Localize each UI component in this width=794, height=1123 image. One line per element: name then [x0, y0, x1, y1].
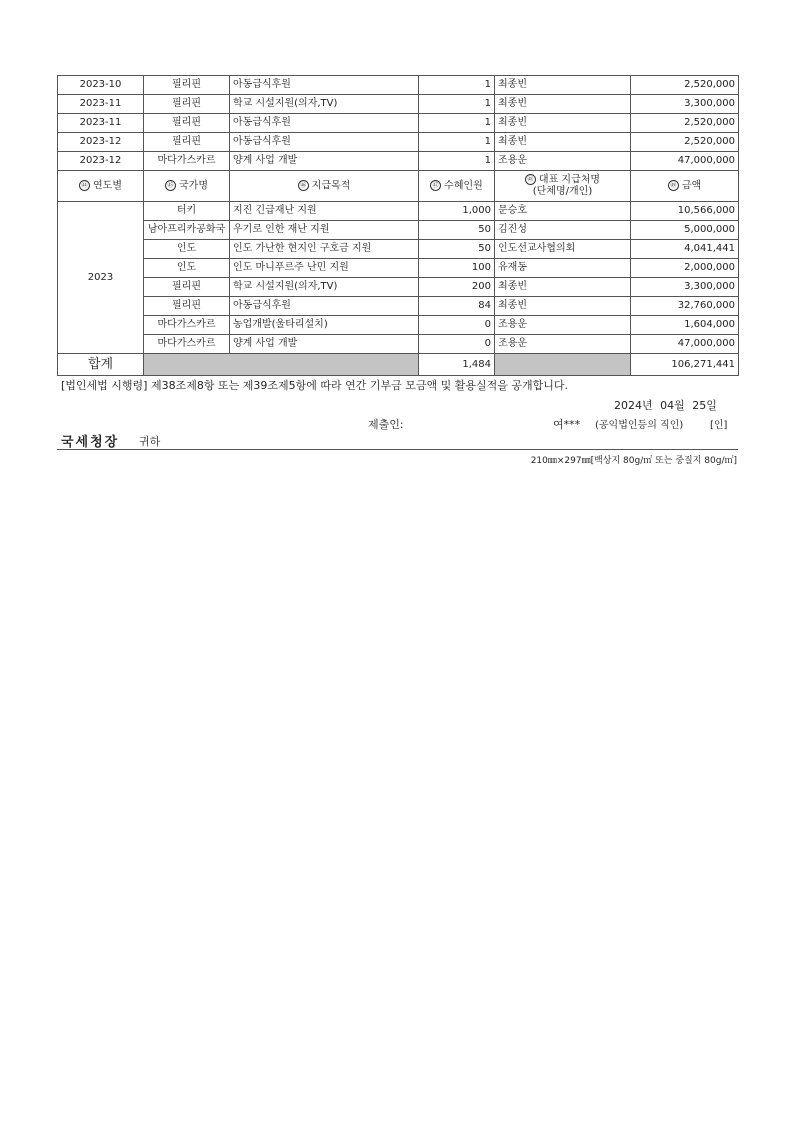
table-row	[58, 76, 739, 95]
divider	[57, 449, 738, 450]
cell-purpose: 학교 시설지원(의자,TV)	[230, 95, 419, 114]
total-amount: 106,271,441	[631, 354, 739, 376]
cell-beneficiaries: 100	[419, 259, 495, 278]
header-label: 연도별	[93, 180, 122, 192]
cell-amount: 2,520,000	[631, 133, 739, 152]
total-blank-cell	[144, 354, 419, 376]
cell-year-month: 2023-12	[58, 152, 144, 171]
cell-recipient: 최종빈	[495, 278, 631, 297]
cell-recipient: 최종빈	[495, 76, 631, 95]
cell-beneficiaries: 1	[419, 76, 495, 95]
cell-year-month: 2023-10	[58, 76, 144, 95]
header-recipient	[495, 171, 631, 202]
table-row	[58, 95, 739, 114]
cell-purpose: 아동급식후원	[230, 133, 419, 152]
cell-recipient: 조용운	[495, 335, 631, 354]
cell-recipient: 김진성	[495, 221, 631, 240]
submitter-role: (공익법인등의 직인)	[595, 420, 684, 431]
cell-purpose: 인도 가난한 현지인 구호금 지원	[230, 240, 419, 259]
cell-recipient: 최종빈	[495, 297, 631, 316]
table-row	[58, 152, 739, 171]
table-row	[58, 133, 739, 152]
cell-country: 필리핀	[144, 297, 230, 316]
circled-number: ㊻	[298, 180, 309, 191]
cell-purpose: 학교 시설지원(의자,TV)	[230, 278, 419, 297]
table-row	[58, 316, 739, 335]
cell-recipient: 최종빈	[495, 114, 631, 133]
cell-recipient: 문승호	[495, 202, 631, 221]
header-sublabel: (단체명/개인)	[532, 186, 593, 198]
donation-table	[57, 75, 739, 376]
cell-year-month: 2023-11	[58, 114, 144, 133]
header-year	[58, 171, 144, 202]
cell-purpose: 아동급식후원	[230, 76, 419, 95]
submission-date: 2024년 04월 25일	[614, 399, 717, 412]
donation-usage-report	[57, 75, 738, 376]
cell-amount: 5,000,000	[631, 221, 739, 240]
cell-year-month: 2023-11	[58, 95, 144, 114]
cell-country: 필리핀	[144, 278, 230, 297]
cell-amount: 2,000,000	[631, 259, 739, 278]
table-row	[58, 221, 739, 240]
cell-amount: 1,604,000	[631, 316, 739, 335]
cell-purpose: 우기로 인한 재난 지원	[230, 221, 419, 240]
submitter-label: 제출인:	[368, 418, 404, 431]
cell-purpose: 지진 긴급재난 지원	[230, 202, 419, 221]
cell-country: 마다가스카르	[144, 316, 230, 335]
cell-beneficiaries: 50	[419, 221, 495, 240]
cell-recipient: 유재동	[495, 259, 631, 278]
circled-number: ㊼	[430, 180, 441, 191]
table-row	[58, 240, 739, 259]
table-row	[58, 335, 739, 354]
total-row	[58, 354, 739, 376]
cell-recipient: 조용운	[495, 152, 631, 171]
cell-beneficiaries: 50	[419, 240, 495, 259]
cell-amount: 47,000,000	[631, 335, 739, 354]
header-beneficiaries	[419, 171, 495, 202]
header-amount	[631, 171, 739, 202]
cell-year-month: 2023-12	[58, 133, 144, 152]
cell-amount: 10,566,000	[631, 202, 739, 221]
prior-rows	[58, 76, 739, 376]
cell-beneficiaries: 1	[419, 114, 495, 133]
cell-country: 남아프리카공화국	[144, 221, 230, 240]
cell-amount: 32,760,000	[631, 297, 739, 316]
cell-country: 필리핀	[144, 76, 230, 95]
honorific: 귀하	[139, 435, 161, 448]
circled-number: ㊺	[165, 180, 176, 191]
cell-amount: 3,300,000	[631, 95, 739, 114]
cell-amount: 47,000,000	[631, 152, 739, 171]
table-row	[58, 278, 739, 297]
circled-number: ㊹	[79, 180, 90, 191]
table-row	[58, 202, 739, 221]
cell-amount: 2,520,000	[631, 114, 739, 133]
total-label: 합계	[58, 354, 144, 376]
cell-purpose: 인도 마니푸르주 난민 지원	[230, 259, 419, 278]
cell-purpose: 농업개발(울타리설치)	[230, 316, 419, 335]
header-label: 대표 지급처명	[538, 174, 601, 186]
cell-amount: 3,300,000	[631, 278, 739, 297]
cell-purpose: 아동급식후원	[230, 114, 419, 133]
circled-number: ㊽	[525, 174, 536, 185]
cell-recipient: 조용운	[495, 316, 631, 335]
total-blank-cell	[495, 354, 631, 376]
seal-mark: [인]	[710, 420, 728, 431]
cell-country: 필리핀	[144, 133, 230, 152]
cell-amount: 4,041,441	[631, 240, 739, 259]
cell-country: 인도	[144, 240, 230, 259]
table-header-row	[58, 171, 739, 202]
header-label: 수혜인원	[444, 180, 483, 192]
cell-purpose: 아동급식후원	[230, 297, 419, 316]
header-label: 지급목적	[311, 180, 351, 192]
legal-notice: [법인세법 시행령] 제38조제8항 또는 제39조제5항에 따라 연간 기부금 모금액 및 활용실적을 공개합니다.	[61, 379, 568, 392]
header-label: 금액	[681, 180, 702, 192]
cell-country: 마다가스카르	[144, 335, 230, 354]
paper-spec: 210㎜×297㎜[백상지 80g/㎡ 또는 중질지 80g/㎡]	[530, 456, 737, 466]
cell-beneficiaries: 0	[419, 316, 495, 335]
submitter-name: 여***	[553, 418, 581, 431]
cell-recipient: 인도선교사협의회	[495, 240, 631, 259]
addressee: 국세청장	[61, 435, 120, 450]
cell-beneficiaries: 0	[419, 335, 495, 354]
cell-beneficiaries: 84	[419, 297, 495, 316]
cell-recipient: 최종빈	[495, 133, 631, 152]
cell-country: 인도	[144, 259, 230, 278]
circled-number: ㊾	[668, 180, 679, 191]
cell-beneficiaries: 1	[419, 152, 495, 171]
cell-purpose: 양계 사업 개발	[230, 152, 419, 171]
cell-purpose: 양계 사업 개발	[230, 335, 419, 354]
cell-beneficiaries: 1	[419, 133, 495, 152]
cell-year-group: 2023	[58, 202, 144, 354]
cell-country: 마다가스카르	[144, 152, 230, 171]
cell-beneficiaries: 1,000	[419, 202, 495, 221]
cell-country: 필리핀	[144, 95, 230, 114]
table-row	[58, 297, 739, 316]
header-label: 국가명	[179, 180, 208, 192]
cell-recipient: 최종빈	[495, 95, 631, 114]
cell-beneficiaries: 200	[419, 278, 495, 297]
total-beneficiaries: 1,484	[419, 354, 495, 376]
cell-amount: 2,520,000	[631, 76, 739, 95]
header-country	[144, 171, 230, 202]
header-purpose	[230, 171, 419, 202]
cell-country: 터키	[144, 202, 230, 221]
cell-country: 필리핀	[144, 114, 230, 133]
table-row	[58, 114, 739, 133]
cell-beneficiaries: 1	[419, 95, 495, 114]
table-row	[58, 259, 739, 278]
